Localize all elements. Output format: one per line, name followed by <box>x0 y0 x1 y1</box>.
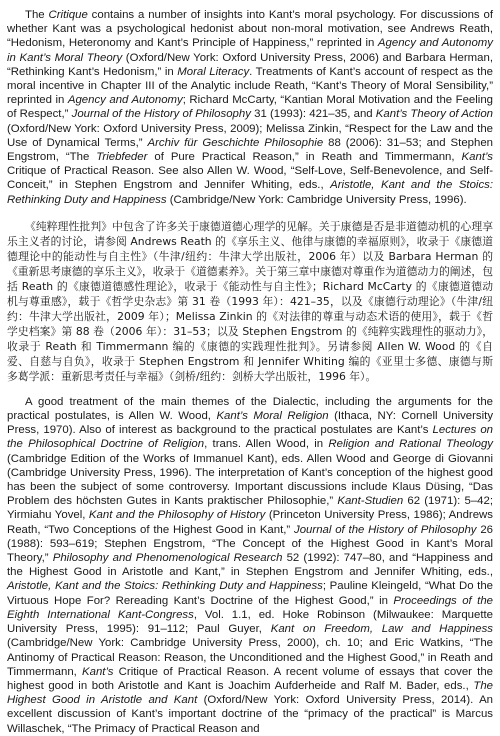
italic-title: Agency and Autonomy <box>67 94 183 107</box>
italic-title: Kant’s <box>82 665 114 678</box>
italic-title: The Highest Good in Aristotle and Kant <box>7 679 493 707</box>
italic-title: Kant on Freedom, Law and Happiness <box>270 623 493 636</box>
italic-title: Aristotle, Kant and the Stoics: Rethinking Duty and Happiness <box>7 179 493 206</box>
italic-title: Triebfeder <box>96 151 148 164</box>
paragraph: The Critique contains a number of insights into Kant’s moral psychology. For discussions of whether Kant was a psychological hedonist about non-moral motivation, see Andrews Reath, “Hedonism, Heteronomy and Kant’s Principle of Happiness,” reprinted in Agency and Autonomy in Kant’s Moral Theory (Oxford/New York: Oxford University Press, 2006) and Barbara Herman, “Rethinking Kant’s Hedonism,” in Moral Literacy. Treatments of Kant’s account of respect as the moral incentive in Chapter III of the Analytic include Reath, “Kant’s Theory of Moral Sensibility,” reprinted in Agency and Autonomy; Richard McCarty, “Kantian Moral Motivation and the Feeling of Respect,” Journal of the History of Philosophy 31 (1993): 421–35, and Kant’s Theory of Action (Oxford/New York: Oxford University Press, 2009); Melissa Zinkin, “Respect for the Law and the Use of Dynamical Terms,” Archiv für Geschichte Philosophie 88 (2006): 31–53; and Stephen Engstrom, “The Triebfeder of Pure Practical Reason,” in Reath and Timmermann, Kant’s Critique of Practical Reason. See also Allen W. Wood, “Self-Love, Self-Benevolence, and Self-Conceit,” in Stephen Engstrom and Jennifer Whiting, eds., Aristotle, Kant and the Stoics: Rethinking Duty and Happiness (Cambridge/New York: Cambridge University Press, 1996). <box>7 9 494 206</box>
italic-title: Philosophy and Phenomenological Research <box>52 552 283 565</box>
italic-title: Kant’s <box>461 151 493 164</box>
italic-title: Kant and the Philosophy of History <box>88 509 266 522</box>
italic-title: Journal of the History of Philosophy <box>71 108 251 121</box>
paragraph: A good treatment of the main themes of the Dialectic, including the arguments for the practical postulates, is Allen W. Wood, Kant’s Moral Religion (Ithaca, NY: Cornell University Press, 1970). Also of interest as background to the practical postulates are Kant’s Lectures on the Philosophical Doctrine of Religion, trans. Allen Wood, in Religion and Rational Theology (Cambridge Edition of the Works of Immanuel Kant), eds. Allen Wood and George di Giovanni (Cambridge University Press, 1996). The interpretation of Kant’s conception of the highest good has been the subject of some controversy. Important discussions include Klaus Düsing, “Das Problem des höchsten Gutes in Kants praktischer Philosophie,” Kant-Studien 62 (1971): 5–42; Yirmiahu Yovel, Kant and the Philosophy of History (Princeton University Press, 1986); Andrews Reath, “Two Conceptions of the Highest Good in Kant,” Journal of the History of Philosophy 26 (1988): 593–619; Stephen Engstrom, “The Concept of the Highest Good in Kant’s Moral Theory,” Philosophy and Phenomenological Research 52 (1992): 747–80, and “Happiness and the Highest Good in Aristotle and Kant,” in Stephen Engstrom and Jennifer Whiting, eds., Aristotle, Kant and the Stoics: Rethinking Duty and Happiness; Pauline Kleingeld, “What Do the Virtuous Hope For? Rereading Kant’s Doctrine of the Highest Good,” in Proceedings of the Eighth International Kant-Congress, Vol. 1.1, ed. Hoke Robinson (Milwaukee: Marquette University Press, 1995): 91–112; Paul Guyer, Kant on Freedom, Law and Happiness (Cambridge/New York: Cambridge University Press, 2000), ch. 10; and Eric Watkins, “The Antinomy of Practical Reason: Reason, the Unconditioned and the Highest Good,” in Reath and Timmermann, Kant’s Critique of Practical Reason. A recent volume of essays that cover the highest good in both Aristotle and Kant is Joachim Aufderheide and Ralf M. Bader, eds., The Highest Good in Aristotle and Kant (Oxford/New York: Oxford University Press, 2014). An excellent discussion of Kant’s important doctrine of the “primacy of the practical” is Marcus Willaschek, “The Primacy of Practical Reason and <box>7 395 494 735</box>
italic-title: Critique <box>48 9 88 21</box>
italic-title: Kant-Studien <box>337 495 404 508</box>
italic-title: Kant’s Moral Religion <box>216 410 329 423</box>
italic-title: Religion and Rational Theology <box>328 438 494 451</box>
italic-title: Kant’s Theory of Action <box>375 108 493 121</box>
italic-title: Moral Literacy <box>177 65 250 78</box>
italic-title: Aristotle, Kant and the Stoics: Rethinking Duty and Happiness <box>7 580 323 593</box>
italic-title: Archiv für Geschichte Philosophie <box>147 136 324 149</box>
italic-title: Journal of the History of Philosophy <box>294 523 477 536</box>
italic-title: Lectures on the Philosophical Doctrine of Religion <box>7 424 493 451</box>
paragraph-chinese: 《纯粹理性批判》中包含了许多关于康德道德心理学的见解。关于康德是否是非道德动机的心理享乐主义者的讨论，请参阅 Andrews Reath 的《享乐主义、他律与康德的幸福原则》，收录于《康德道德理论中的能动性与自主性》（牛津/纽约：牛津大学出版社，2006 年）以及 Barbara Herman 的《重新思考康德的享乐主义》，收录于《道德素养》。关于第三章中康德对尊重作为道德动力的阐述，包括 Reath 的《康德道德感性理论》，收录于《能动性与自主性》；Richard McCarty 的《康德道德动机与尊重感》，载于《哲学史杂志》第 31 卷（1993 年）：421–35，以及《康德行动理论》（牛津/纽约：牛津大学出版社，2009 年）；Melissa Zinkin 的《对法律的尊重与动态术语的使用》，载于《哲学史档案》第 88 卷（2006 年）：31–53；以及 Stephen Engstrom 的《纯粹实践理性的驱动力》，收录于 Reath 和 Timmermann 编的《康德的实践理性批判》。另请参阅 Allen W. Wood 的《自爱、自慈与自负》，收录于 Stephen Engstrom 和 Jennifer Whiting 编的《亚里士多德、康德与斯多葛学派：重新思考责任与幸福》（剑桥/纽约：剑桥大学出版社，1996 年）。 <box>7 219 493 383</box>
italic-title: Proceedings of the Eighth International Kant-Congress <box>7 594 493 621</box>
italic-title: Agency and Autonomy in Kant’s Moral Theory <box>7 37 493 64</box>
